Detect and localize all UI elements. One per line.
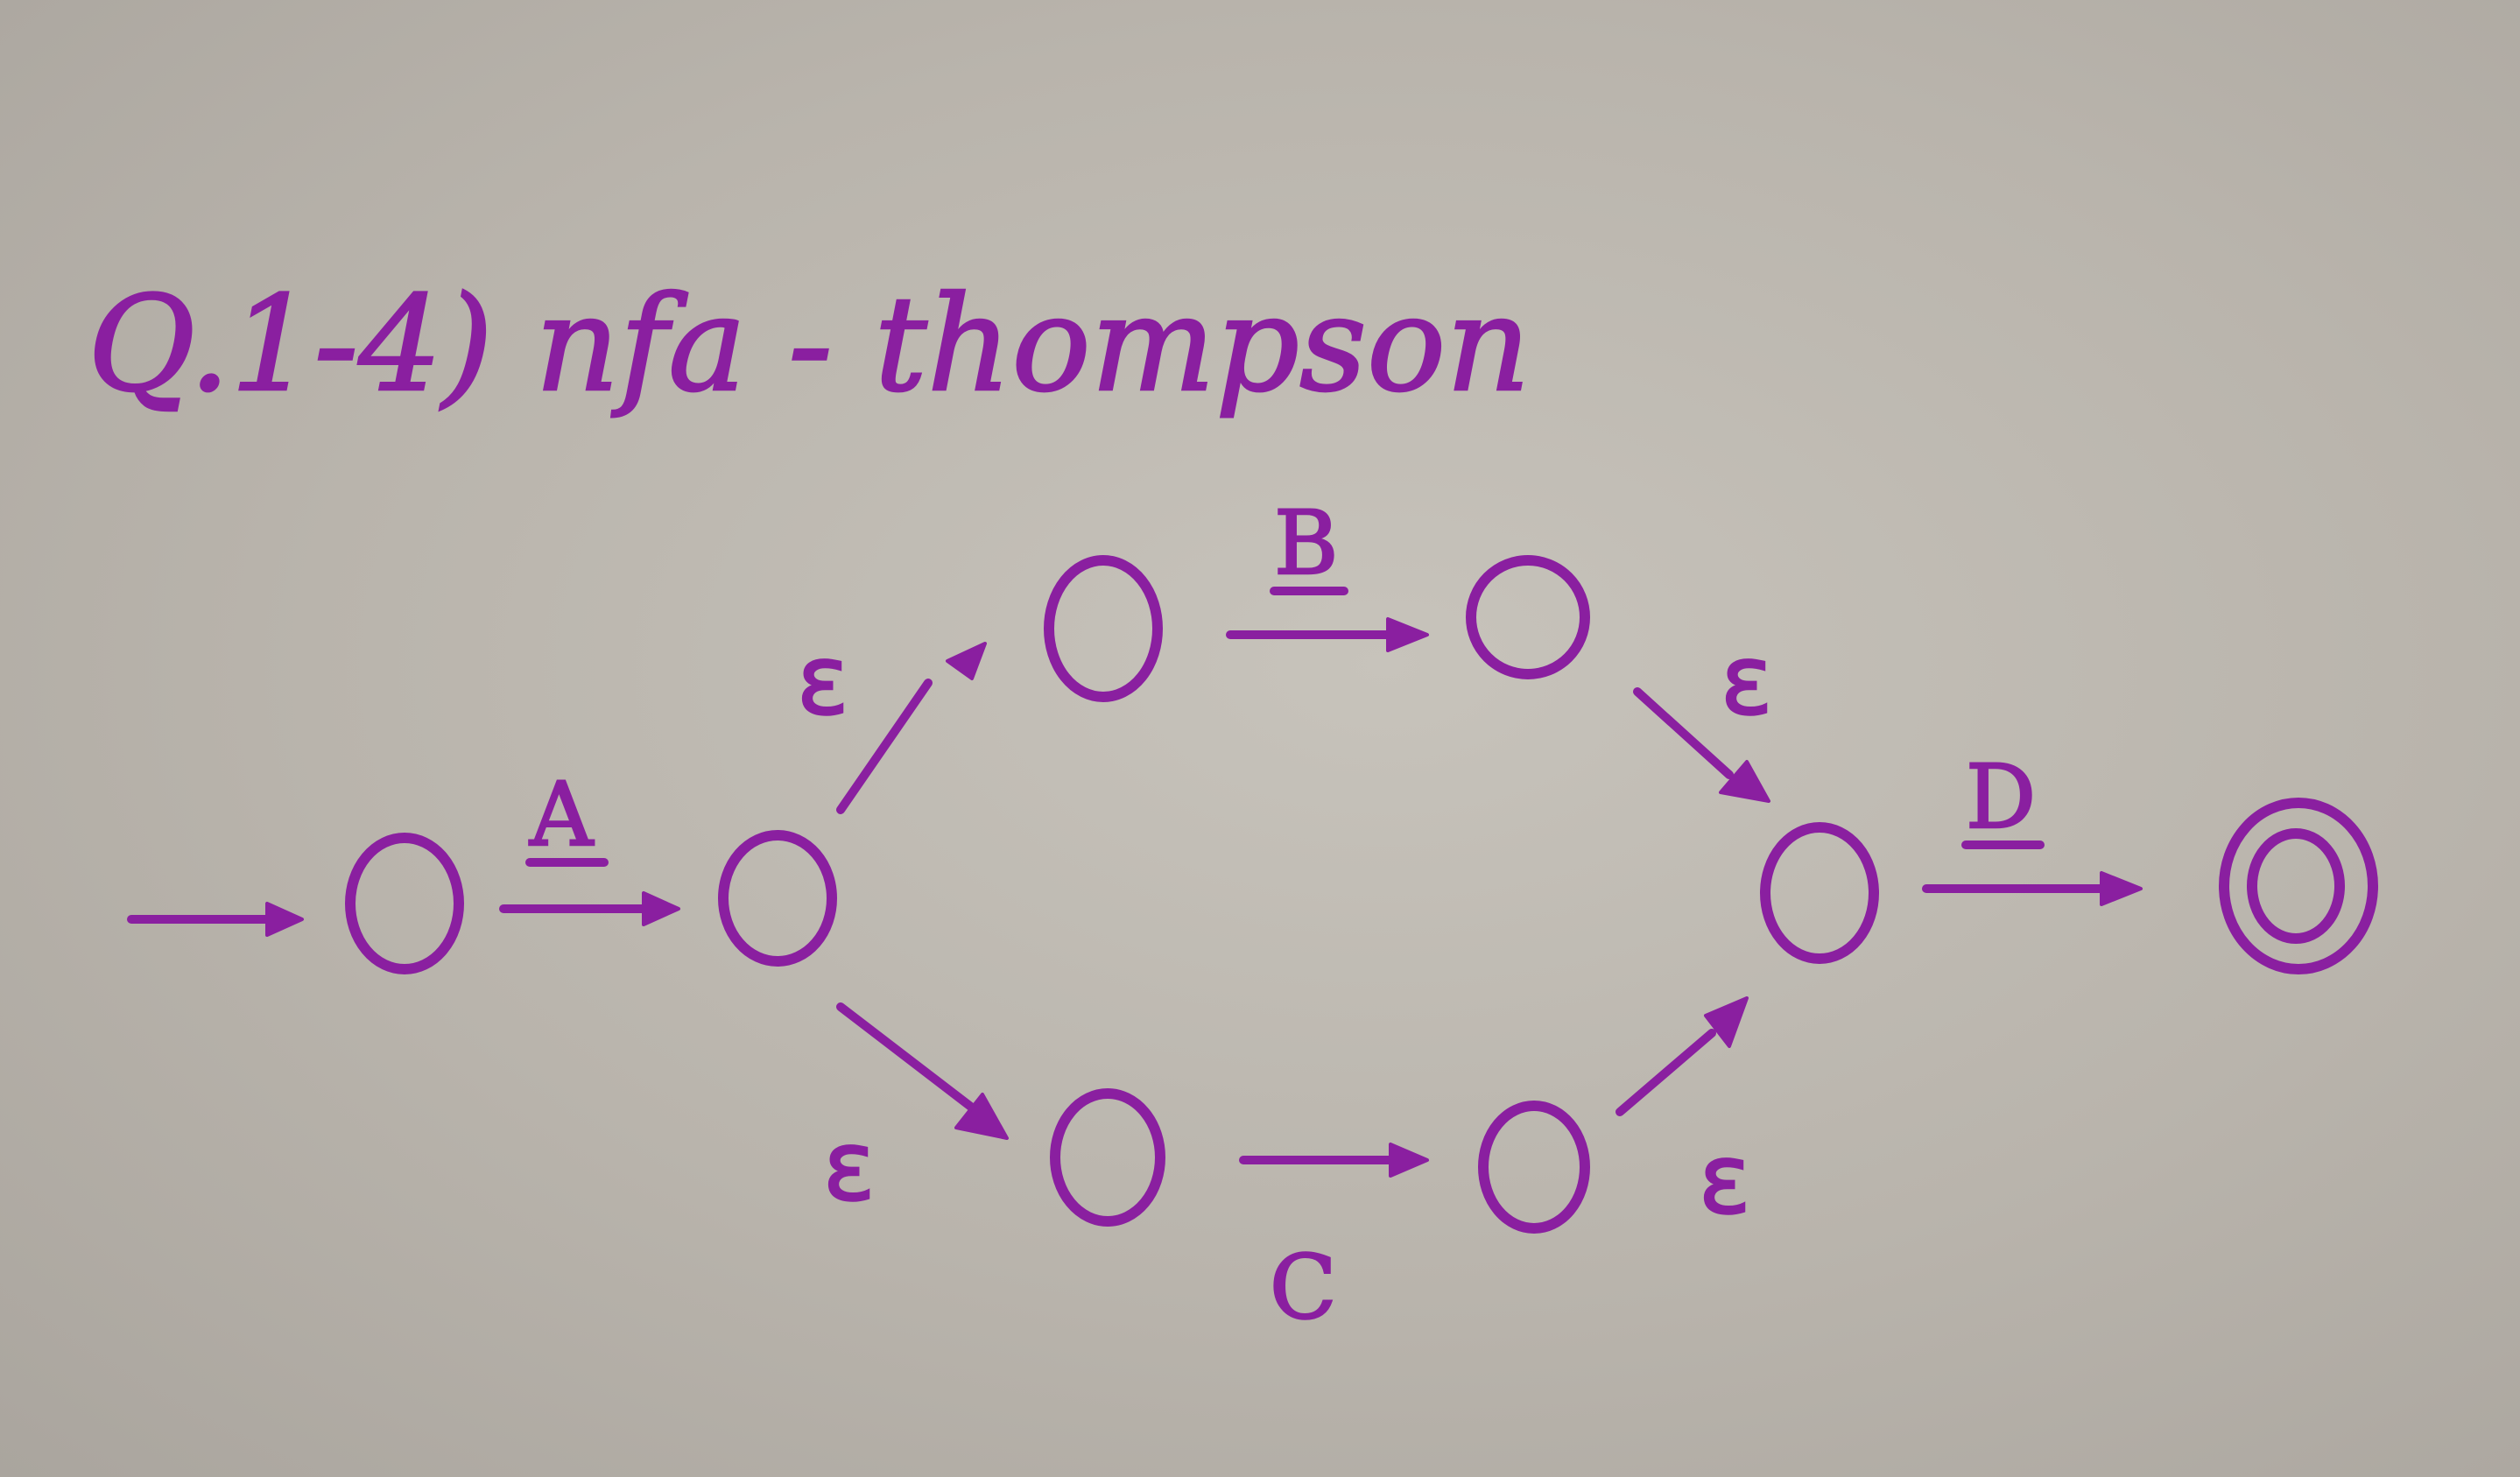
edge-s1-s2 [841, 644, 985, 810]
state-s4 [1055, 1094, 1160, 1221]
state-s1 [723, 835, 832, 961]
state-s6 [1765, 827, 1874, 959]
start-arrow [131, 904, 302, 935]
edge-label-s4-s5: C [1270, 1236, 1337, 1339]
edge-s6-s7 [1926, 873, 2141, 904]
edge-label-s1-s4: ε [823, 1110, 876, 1222]
edge-s4-s5 [1243, 1144, 1427, 1176]
edge-label-s2-s3: B [1274, 492, 1339, 594]
state-s3 [1471, 560, 1585, 674]
diagram-title: Q.1-4) nfa - thompson [88, 269, 1531, 421]
state-s5 [1483, 1106, 1585, 1228]
edge-label-s6-s7: D [1966, 746, 2037, 848]
edge-label-s3-s6: ε [1721, 624, 1773, 736]
state-s0 [350, 838, 459, 969]
edge-s5-s6 [1620, 998, 1747, 1112]
edge-s2-s3 [1230, 619, 1427, 651]
state-s7-accept [2224, 803, 2373, 969]
edge-label-s5-s6: ε [1699, 1123, 1751, 1235]
state-s2 [1049, 560, 1158, 697]
edge-s0-s1 [503, 893, 679, 925]
edge-label-s0-s1: A [530, 763, 594, 866]
edge-label-s1-s2: ε [797, 624, 849, 736]
